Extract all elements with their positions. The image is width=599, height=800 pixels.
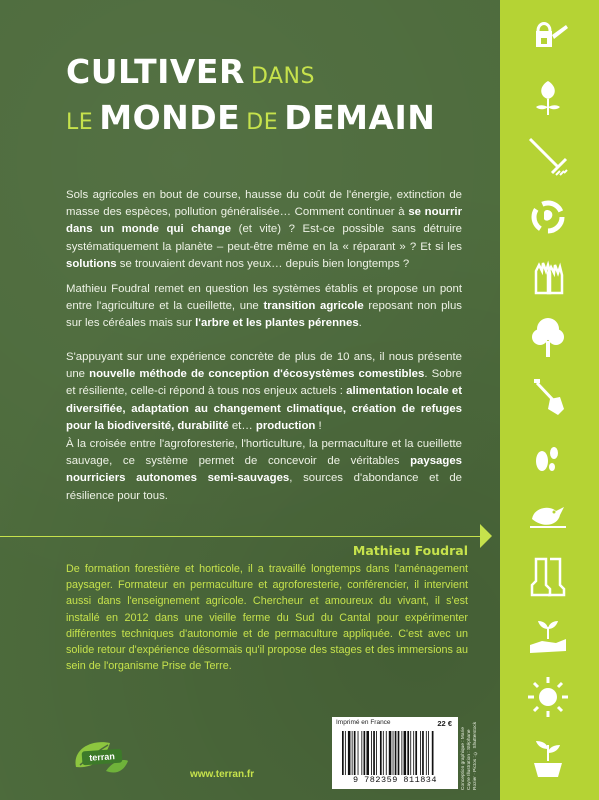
text-span: et… bbox=[228, 419, 256, 432]
printed-in: Imprimé en France bbox=[336, 719, 391, 726]
barcode-bar bbox=[432, 731, 434, 775]
price: 22 € bbox=[437, 719, 452, 728]
barcode-bar bbox=[413, 731, 414, 775]
icon-sidebar bbox=[500, 0, 599, 800]
barcode-bar bbox=[345, 731, 346, 775]
title-word: MONDE bbox=[99, 98, 241, 137]
barcode-bar bbox=[428, 731, 429, 775]
text-span: , sources d'abondance et de résilience pour tous. bbox=[66, 472, 462, 502]
seeds-icon bbox=[518, 434, 578, 480]
barcode-bar bbox=[352, 731, 353, 775]
title-word: CULTIVER bbox=[66, 52, 245, 91]
emphasis: transition agricole bbox=[263, 300, 364, 313]
gloves-icon bbox=[518, 254, 578, 300]
barcode-bar bbox=[373, 731, 375, 775]
tree-icon bbox=[518, 314, 578, 360]
barcode-bar bbox=[420, 731, 421, 775]
barcode-bar bbox=[342, 731, 344, 775]
barcode-bar bbox=[389, 731, 392, 775]
seedling-hand-icon bbox=[518, 614, 578, 660]
barcode-bar bbox=[407, 731, 409, 775]
barcode-bar bbox=[404, 731, 407, 775]
book-title bbox=[66, 52, 435, 144]
recycle-icon bbox=[518, 194, 578, 240]
sun-icon bbox=[518, 674, 578, 720]
barcode-bar bbox=[361, 731, 362, 775]
barcode-bar bbox=[410, 731, 411, 775]
barcode-bar bbox=[398, 731, 400, 775]
author-divider bbox=[0, 536, 480, 537]
title-word: DEMAIN bbox=[284, 98, 436, 137]
text-span: Sols agricoles en bout de course, hausse du coût de l'énergie, extinction de masse des espèces, pollution généralisée… Comment continuer à bbox=[66, 189, 462, 219]
bird-icon bbox=[518, 494, 578, 540]
barcode-bar bbox=[415, 731, 417, 775]
shovel-icon bbox=[518, 374, 578, 420]
isbn: 9 782359 811834 bbox=[352, 775, 437, 785]
barcode-bar bbox=[366, 731, 369, 775]
emphasis: l'arbre et les plantes pérennes bbox=[195, 317, 359, 330]
barcode-bar bbox=[380, 731, 382, 775]
barcode-bar bbox=[386, 731, 387, 775]
barcode-bar bbox=[348, 731, 351, 775]
blurb-paragraph bbox=[66, 281, 462, 333]
barcode-bar bbox=[383, 731, 384, 775]
title-word: DE bbox=[246, 110, 279, 135]
publisher-website[interactable]: www.terran.fr bbox=[190, 769, 255, 780]
emphasis: nouvelle méthode de conception d'écosystèmes comestibles bbox=[89, 368, 425, 381]
emphasis: production bbox=[255, 419, 316, 432]
barcode-bar bbox=[358, 731, 359, 775]
plant-pot-icon bbox=[518, 734, 578, 780]
barcode-bar bbox=[426, 731, 427, 775]
barcode-bar bbox=[395, 731, 397, 775]
barcode bbox=[342, 731, 448, 775]
emphasis: alimentation locale et diversifiée, adaptation au changement climatique, création de refuges pour la biodiversité, durabilité bbox=[66, 385, 462, 432]
emphasis: se nourrir dans un monde qui change bbox=[66, 206, 463, 236]
barcode-bar bbox=[376, 731, 377, 775]
text-span: (et vite) ? Est-ce possible sans détruire systématiquement la planète – peut-être même en la « réparant » ? Et si les bbox=[66, 223, 462, 253]
blurb-paragraph bbox=[66, 187, 462, 273]
publisher-logo-text: terran bbox=[82, 749, 123, 766]
blurb-paragraph bbox=[66, 349, 462, 435]
text-span: reposant non plus sur les céréales mais sur bbox=[66, 300, 462, 330]
credits: Conception graphique : Marie Cayre Illustration : Stéphane Rozier · Pictos : © Shutterstock bbox=[461, 721, 478, 790]
text-span: . Sobre et résiliente, celle-ci répond à tous nos enjeux actuels : bbox=[66, 368, 463, 398]
author-bio: De formation forestière et horticole, il a travaillé longtemps dans l'aménagement paysager. Formateur en permaculture et agroforesterie, conférencier, il intervient aussi dans l'enseignement agricole. Chercheur et amoureux du vivant, il s'est installé en 2012 dans une vieille ferme du Sud du Cantal pour expérimenter différentes techniques d'autonomie et de permaculture appliquée. C'est avec un solide retour d'expérience désormais qu'il propose des stages et des immersions au sein de l'organisme Prise de Terre. bbox=[66, 563, 468, 673]
emphasis: paysages nourriciers autonomes semi-sauvages bbox=[66, 455, 462, 485]
barcode-bar bbox=[354, 731, 356, 775]
text-span: ! bbox=[315, 419, 322, 432]
barcode-bar bbox=[401, 731, 402, 775]
barcode-bar bbox=[422, 731, 424, 775]
barcode-bar bbox=[393, 731, 394, 775]
title-word: LE bbox=[66, 110, 94, 135]
text-span: se trouvaient devant nos yeux… depuis bien longtemps ? bbox=[116, 257, 410, 270]
barcode-bar bbox=[371, 731, 372, 775]
barcode-bar bbox=[364, 731, 366, 775]
title-word: DANS bbox=[250, 64, 315, 89]
blurb-paragraph bbox=[66, 436, 462, 505]
boots-icon bbox=[518, 554, 578, 600]
flower-icon bbox=[518, 74, 578, 120]
watering-can-icon bbox=[518, 14, 578, 60]
author-divider-notch bbox=[480, 524, 492, 548]
text-span: S'appuyant sur une expérience concrète de plus de 10 ans, il nous présente une bbox=[66, 351, 462, 381]
author-name: Mathieu Foudral bbox=[352, 543, 468, 558]
rake-icon bbox=[518, 134, 578, 180]
barcode-box bbox=[332, 717, 458, 789]
text-span: Mathieu Foudral remet en question les systèmes établis et propose un pont entre l'agriculture et la cueillette, une bbox=[66, 283, 462, 313]
text-span: . bbox=[358, 317, 362, 330]
text-span: À la croisée entre l'agroforesterie, l'horticulture, la permaculture et la cueillette sauvage, ce système permet de concevoir de véritables bbox=[66, 438, 462, 468]
emphasis: solutions bbox=[66, 257, 117, 270]
